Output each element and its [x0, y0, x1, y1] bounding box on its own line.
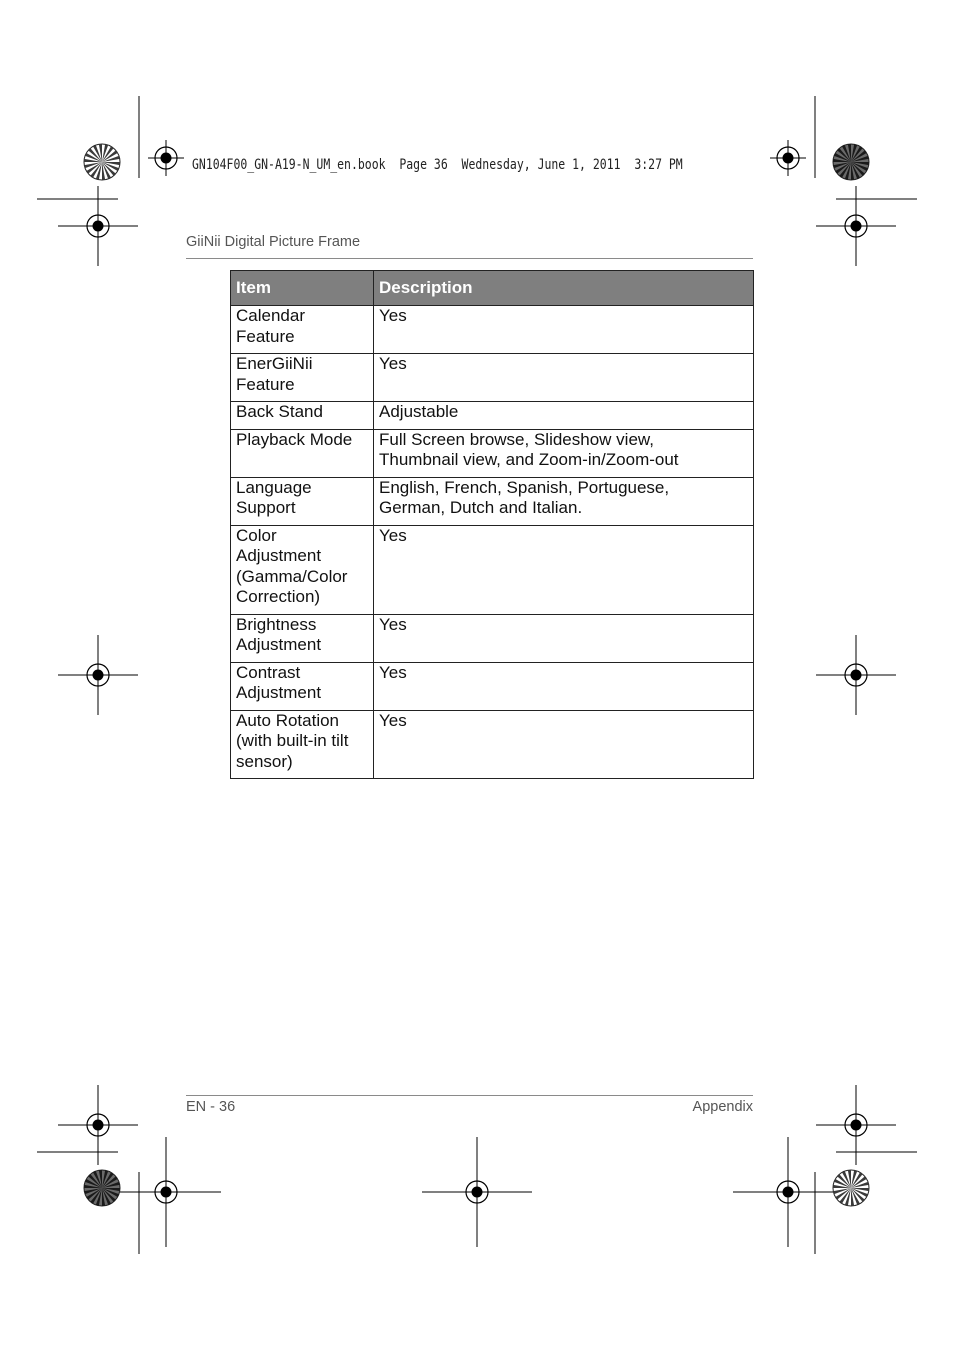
cell-description [374, 710, 754, 779]
cell-line: Adjustable [379, 402, 459, 421]
table-row [231, 306, 754, 354]
cell-description [374, 306, 754, 354]
cell-line: Feature [236, 326, 295, 346]
cell-item [231, 477, 374, 525]
cell-item [231, 402, 374, 430]
cell-line: Yes [379, 525, 407, 545]
registration-target-icon [733, 1137, 843, 1247]
cell-description [374, 477, 754, 525]
cell-line: Feature [236, 374, 295, 394]
cell-item [231, 429, 374, 477]
cell-item [231, 662, 374, 710]
table-row [231, 614, 754, 662]
header-rule [186, 258, 753, 259]
starburst-mark-icon [84, 1170, 120, 1206]
starburst-mark-icon [84, 144, 120, 180]
cell-line: Brightness [236, 614, 317, 634]
cell-line: Adjustment [236, 546, 322, 565]
cell-line: (Gamma/Color [236, 566, 348, 586]
registration-target-icon [816, 186, 896, 266]
page-number: EN - 36 [186, 1099, 236, 1115]
cell-line: Auto Rotation [236, 710, 340, 730]
cell-line: Color [236, 525, 277, 545]
cell-line: EnerGiiNii [236, 354, 313, 373]
cell-description [374, 354, 754, 402]
cell-line: Thumbnail view, and Zoom-in/Zoom-out [379, 450, 679, 469]
registration-target-icon [816, 635, 896, 715]
cell-line: Language [236, 477, 312, 497]
cell-item [231, 710, 374, 779]
cell-description [374, 525, 754, 614]
cell-line: Adjustment [236, 683, 322, 702]
running-header: GiiNii Digital Picture Frame [186, 234, 361, 250]
cell-line: Support [236, 498, 296, 517]
table-row [231, 354, 754, 402]
cell-line: Full Screen browse, Slideshow view, [379, 429, 654, 449]
cell-item [231, 354, 374, 402]
starburst-mark-icon [833, 1170, 869, 1206]
footer-section: Appendix [692, 1099, 753, 1115]
column-header-item: Item [231, 271, 374, 306]
table-row [231, 402, 754, 430]
starburst-mark-icon [833, 144, 869, 180]
cell-item [231, 525, 374, 614]
registration-target-icon [148, 140, 184, 176]
table-row [231, 429, 754, 477]
cell-line: Adjustment [236, 635, 322, 654]
cell-description [374, 402, 754, 430]
cell-line: Yes [379, 614, 407, 634]
registration-target-icon [58, 186, 138, 266]
cell-description [374, 662, 754, 710]
cell-description [374, 429, 754, 477]
cell-line: Calendar [236, 306, 305, 325]
table-row [231, 662, 754, 710]
footer-rule [186, 1095, 753, 1096]
column-header-description: Description [374, 271, 754, 306]
table-header-row [231, 271, 754, 306]
registration-target-icon [58, 635, 138, 715]
cell-description [374, 614, 754, 662]
cell-line: Correction) [236, 587, 321, 606]
registration-target-icon [422, 1137, 532, 1247]
cell-line: Yes [379, 662, 407, 682]
registration-target-icon [816, 1085, 896, 1165]
cell-line: Playback Mode [236, 429, 353, 449]
cell-line: Back Stand [236, 402, 323, 421]
specification-table [230, 270, 754, 779]
cell-line: Yes [379, 306, 407, 325]
cell-line: German, Dutch and Italian. [379, 498, 583, 517]
cell-line: sensor) [236, 751, 293, 771]
cell-item [231, 306, 374, 354]
table-row [231, 710, 754, 779]
print-slug: GN104F00_GN-A19-N_UM_en.book Page 36 Wednesday, June 1, 2011 3:27 PM [192, 157, 683, 173]
cell-line: (with built-in tilt [236, 731, 349, 750]
registration-target-icon [58, 1085, 138, 1165]
cell-item [231, 614, 374, 662]
table-row [231, 525, 754, 614]
cell-line: Yes [379, 354, 407, 373]
table-row [231, 477, 754, 525]
cell-line: Yes [379, 710, 407, 730]
cell-line: English, French, Spanish, Portuguese, [379, 477, 670, 497]
registration-target-icon [770, 140, 806, 176]
cell-line: Contrast [236, 662, 301, 682]
registration-target-icon [111, 1137, 221, 1247]
